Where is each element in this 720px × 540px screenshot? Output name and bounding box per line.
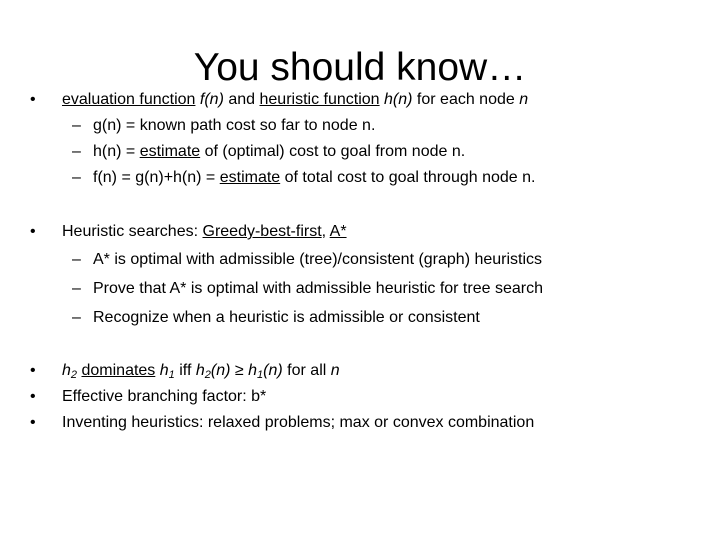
expr-n-geq: (n) ≥ — [210, 362, 244, 379]
bullet-marker: • — [30, 362, 36, 379]
dash-marker: – — [72, 117, 81, 134]
sub-bullet-h-n — [93, 142, 465, 162]
symbol-n: n — [330, 362, 340, 379]
word-iff: iff — [179, 362, 192, 379]
bullet-marker: • — [30, 388, 36, 405]
text-for-each-node: for each node — [416, 91, 515, 108]
term-estimate: estimate — [219, 169, 281, 186]
symbol-h: h — [62, 362, 71, 379]
comma-separator: , — [321, 223, 330, 240]
f-n-prefix: f(n) = g(n)+h(n) = — [93, 169, 220, 186]
dash-marker: – — [72, 309, 81, 326]
bullet-inventing-heuristics: Inventing heuristics: relaxed problems; max or convex combination — [62, 414, 535, 431]
h-n-suffix: of (optimal) cost to goal from node n. — [200, 143, 466, 160]
symbol-h: h — [159, 362, 169, 379]
word-and: and — [228, 91, 256, 108]
sub-bullet-g-n: g(n) = known path cost so far to node n. — [93, 117, 376, 134]
term-estimate: estimate — [139, 143, 201, 160]
term-greedy-best-first: Greedy-best-first — [202, 223, 322, 240]
term-evaluation-function: evaluation function — [62, 91, 196, 108]
heuristic-searches-prefix: Heuristic searches: — [62, 223, 203, 240]
text-for-all: for all — [287, 362, 327, 379]
dash-marker: – — [72, 251, 81, 268]
bullet-marker: • — [30, 91, 36, 108]
h-n-prefix: h(n) = — [93, 143, 140, 160]
bullet-branching-factor: Effective branching factor: b* — [62, 388, 267, 405]
subscript-2: 2 — [70, 369, 78, 381]
bullet-marker: • — [30, 414, 36, 431]
sub-bullet-recognize-admissible: Recognize when a heuristic is admissible or consistent — [93, 309, 480, 326]
dash-marker: – — [72, 143, 81, 160]
symbol-h: h — [248, 362, 258, 379]
expr-n: (n) — [263, 362, 283, 379]
sub-bullet-prove-a-star: Prove that A* is optimal with admissible heuristic for tree search — [93, 280, 543, 297]
slide-title: You should know… — [193, 46, 527, 89]
dash-marker: – — [72, 280, 81, 297]
sub-bullet-a-star-optimal: A* is optimal with admissible (tree)/consistent (graph) heuristics — [93, 251, 543, 268]
term-heuristic-function: heuristic function — [259, 91, 380, 108]
subscript-1: 1 — [257, 369, 264, 381]
term-a-star: A* — [329, 223, 347, 240]
term-h-n: h(n) — [384, 91, 413, 108]
term-node-n: n — [519, 91, 529, 108]
f-n-suffix: of total cost to goal through node n. — [280, 169, 536, 186]
symbol-h: h — [195, 362, 205, 379]
term-dominates: dominates — [81, 362, 156, 379]
sub-bullet-f-n — [93, 168, 535, 188]
bullet-dominance — [62, 361, 340, 381]
term-f-n: f(n) — [199, 91, 224, 108]
bullet-heuristic-searches — [62, 222, 347, 242]
dash-marker: – — [72, 169, 81, 186]
bullet-marker: • — [30, 223, 36, 240]
subscript-2: 2 — [204, 369, 211, 381]
subscript-1: 1 — [168, 369, 175, 381]
bullet-evaluation-heuristic-functions — [62, 90, 528, 110]
